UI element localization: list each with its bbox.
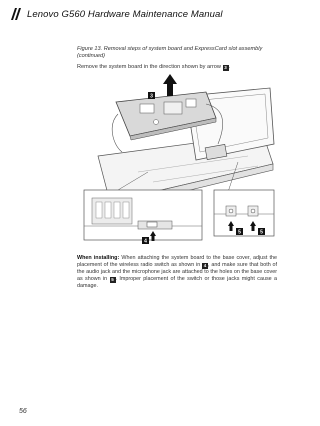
page-number: 56 <box>19 408 27 415</box>
callout-3-label: 3 <box>150 93 153 100</box>
header-title: Lenovo G560 Hardware Maintenance Manual <box>27 8 223 20</box>
note-part2: , and make sure that both of the audio jack and the microphone jack are attached to the holes on the base cover as shown in <box>77 262 278 283</box>
installation-note <box>77 255 277 290</box>
callout-5b-label: 5 <box>260 229 263 236</box>
note-part3: . Improper placement of the switch or those jacks might cause a damage. <box>77 276 277 290</box>
removal-arrow <box>163 74 177 96</box>
page-header <box>8 6 223 22</box>
note-lead: When installing: <box>77 255 120 261</box>
instruction-body: Remove the system board in the direction shown by arrow <box>77 64 221 70</box>
figure-caption: Figure 13. Removal steps of system board and ExpressCard slot assembly (continued) <box>77 46 263 59</box>
slash-logo-icon <box>8 8 22 20</box>
note-part1: When attaching the system board to the base cover, adjust the placement of the wireless radio switch as shown in <box>77 255 278 269</box>
disassembly-illustration <box>78 74 278 250</box>
note-badge-4: 4 <box>203 263 207 269</box>
callout-4-label: 4 <box>144 238 147 245</box>
instruction-text: Remove the system board in the direction shown by arrow 3 . <box>77 64 231 70</box>
step-badge: 3 <box>224 65 227 70</box>
note-badge-5: 5 <box>111 277 114 283</box>
callout-5a-label: 5 <box>238 229 241 236</box>
